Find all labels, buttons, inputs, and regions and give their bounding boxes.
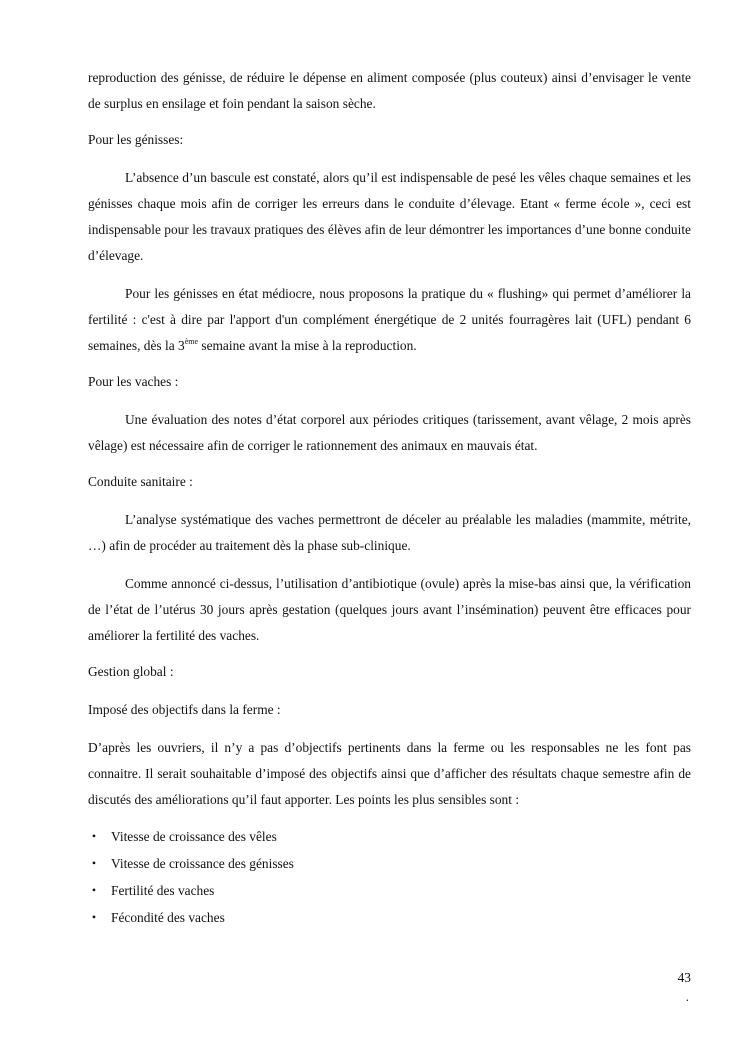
flushing-text-end: semaine avant la mise à la reproduction. [198,338,417,353]
bullet-icon: • [91,910,97,924]
superscript-eme: ème [184,337,199,346]
heading-gestion-global: Gestion global : [88,664,174,679]
list-item [88,904,691,931]
list-item-text: Fertilité des vaches [111,883,215,898]
heading-genisses: Pour les génisses: [88,132,184,147]
list-item [88,877,691,904]
paragraph-etat-corporel: Une évaluation des notes d’état corporel aux périodes critiques (tarissement, avant vêlage, 2 mois après vêlage) est nécessaire afin de corriger le rationnement des animaux en mauvais état. [88,412,691,453]
paragraph-analyse: L’analyse systématique des vaches permettront de déceler au préalable les maladies (mammite, métrite, …) afin de procéder au traitement dès la phase sub-clinique. [88,512,691,553]
heading-vaches: Pour les vaches : [88,374,179,389]
heading-conduite-sanitaire: Conduite sanitaire : [88,474,193,489]
page-marker: . [685,989,689,1004]
list-item-text: Fécondité des vaches [111,910,225,925]
bullet-list [88,823,691,931]
list-item-text: Vitesse de croissance des génisses [111,856,294,871]
bullet-icon: • [91,883,97,897]
page-number: 43 [677,970,691,985]
heading-objectifs: Imposé des objectifs dans la ferme : [88,702,281,717]
bullet-icon: • [91,829,97,843]
paragraph-flushing [88,281,691,359]
list-item [88,850,691,877]
document-page [88,65,691,931]
paragraph-bascule: L’absence d’un bascule est constaté, alors qu’il est indispensable de pesé les vêles chaque semaines et les génisses chaque mois afin de corriger les erreurs dans le conduite d’élevage. Etant « ferme école », ceci est indispensable pour les travaux pratiques des élèves afin de leur démontrer les importances d’une bonne conduite d’élevage. [88,170,691,263]
list-item-text: Vitesse de croissance des vêles [111,829,277,844]
list-item [88,823,691,850]
paragraph-antibiotique: Comme annoncé ci-dessus, l’utilisation d’antibiotique (ovule) après la mise-bas ainsi que, la vérification de l’état de l’utérus 30 jours après gestation (quelques jours avant l’insémination) peuvent être efficaces pour améliorer la fertilité des vaches. [88,576,691,643]
paragraph-ouvriers: D’après les ouvriers, il n’y a pas d’objectifs pertinents dans la ferme ou les responsables ne les font pas connaitre. Il serait souhaitable d’imposé des objectifs ainsi que d’afficher des résultats chaque semestre afin de discutés des améliorations qu’il faut apporter. Les points les plus sensibles sont : [88,740,691,807]
flushing-text: Pour les génisses en état médiocre, nous proposons la pratique du « flushing» qui permet d’améliorer la fertilité : c'est à dire par l'apport d'un complément énergétique de 2 unités fourragères lait (UFL) pendant 6 semaines, dès la 3 [88,286,691,353]
bullet-icon: • [91,856,97,870]
paragraph-reproduction: reproduction des génisse, de réduire le dépense en aliment composée (plus couteux) ainsi d’envisager le vente de surplus en ensilage et foin pendant la saison sèche. [88,70,691,111]
